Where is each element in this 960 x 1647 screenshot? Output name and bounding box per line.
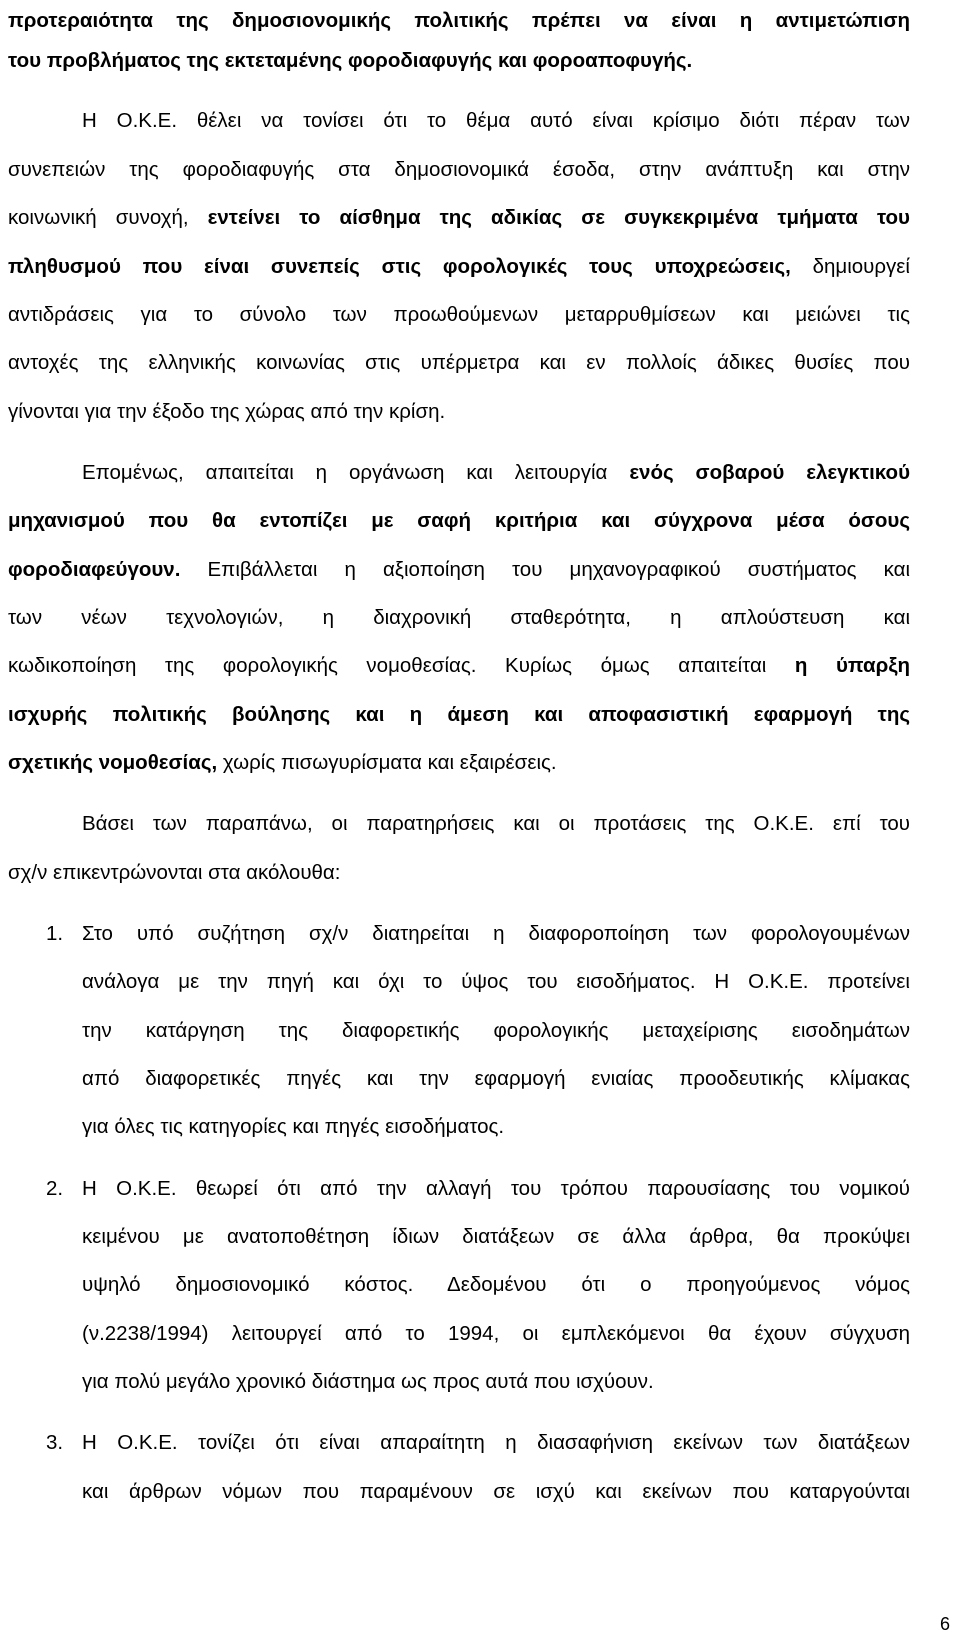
text: για όλες τις κατηγορίες και πηγές εισοδήματος. — [82, 1115, 505, 1138]
text: κωδικοποίηση της φορολογικής νομοθεσίας. Κυρίως όμως απαιτείται — [8, 654, 767, 677]
text: Στο υπό συζήτηση σχ/ν διατηρείται η διαφοροποίηση των φορολογουμένων — [82, 922, 910, 945]
paragraph-line — [8, 653, 910, 679]
text: αντοχές της ελληνικής κοινωνίας στις υπέρμετρα και εν πολλοίς άδικες θυσίες που — [8, 351, 910, 374]
bold-text: μηχανισμού που θα εντοπίζει με σαφή κριτήρια και σύγχρονα μέσα όσους — [8, 509, 910, 532]
paragraph-line — [8, 750, 910, 776]
list-item-line — [82, 1018, 910, 1044]
list-item-line — [82, 969, 910, 995]
page-number: 6 — [939, 1614, 950, 1634]
paragraph-line — [8, 205, 910, 231]
bold-text: ισχυρής πολιτικής βούλησης και η άμεση και αποφασιστική εφαρμογή της — [8, 703, 910, 726]
list-item-line — [82, 1272, 910, 1298]
paragraph-line — [8, 302, 910, 328]
bold-text: εντείνει το αίσθημα της αδικίας σε συγκεκριμένα τμήματα του — [207, 206, 910, 229]
paragraph-line — [8, 508, 910, 534]
paragraph-line — [8, 702, 910, 728]
text: Η Ο.Κ.Ε. θέλει να τονίσει ότι το θέμα αυτό είναι κρίσιμο διότι πέραν των — [82, 109, 910, 132]
list-item-number — [46, 1430, 76, 1456]
text: συνεπειών της φοροδιαφυγής στα δημοσιονομικά έσοδα, στην ανάπτυξη και στην — [8, 158, 910, 181]
list-item-number — [46, 921, 76, 947]
text: Βάσει των παραπάνω, οι παρατηρήσεις και οι προτάσεις της Ο.Κ.Ε. επί του — [82, 812, 910, 835]
bold-text: προτεραιότητα της δημοσιονομικής πολιτικής πρέπει να είναι η αντιμετώπιση — [8, 9, 910, 32]
paragraph-line — [8, 860, 910, 886]
intro-line — [8, 8, 910, 34]
bold-text: φοροδιαφεύγουν. — [8, 558, 181, 581]
list-item-line — [82, 1430, 910, 1456]
bold-text: ενός σοβαρού ελεγκτικού — [629, 461, 910, 484]
text: των νέων τεχνολογιών, η διαχρονική σταθερότητα, η απλούστευση και — [8, 606, 910, 629]
bold-text: σχετικής νομοθεσίας, — [8, 751, 218, 774]
paragraph-line — [8, 254, 910, 280]
text: χωρίς πισωγυρίσματα και εξαιρέσεις. — [222, 751, 557, 774]
text: Η Ο.Κ.Ε. θεωρεί ότι από την αλλαγή του τρόπου παρουσίασης του νομικού — [82, 1177, 910, 1200]
list-item-line — [82, 1176, 910, 1202]
list-item-number — [46, 1176, 76, 1202]
paragraph-line — [82, 108, 910, 134]
paragraph-line — [82, 811, 910, 837]
text: σχ/ν επικεντρώνονται στα ακόλουθα: — [8, 861, 341, 884]
text: ανάλογα με την πηγή και όχι το ύψος του εισοδήματος. Η Ο.Κ.Ε. προτείνει — [82, 970, 910, 993]
text: δημιουργεί — [812, 255, 910, 278]
list-item-line — [82, 1114, 910, 1140]
text: την κατάργηση της διαφορετικής φορολογικής μεταχείρισης εισοδημάτων — [82, 1019, 910, 1042]
intro-line — [8, 48, 910, 74]
text: υψηλό δημοσιονομικό κόστος. Δεδομένου ότι ο προηγούμενος νόμος — [82, 1273, 910, 1296]
text: και άρθρων νόμων που παραμένουν σε ισχύ και εκείνων που καταργούνται — [82, 1480, 910, 1503]
text: Επομένως, απαιτείται η οργάνωση και λειτουργία — [82, 461, 608, 484]
paragraph-line — [8, 157, 910, 183]
text: κειμένου με ανατοποθέτηση ίδιων διατάξεων σε άλλα άρθρα, θα προκύψει — [82, 1225, 910, 1248]
bold-text: πληθυσμού που είναι συνεπείς στις φορολογικές τους υποχρεώσεις, — [8, 255, 791, 278]
bold-text: η ύπαρξη — [794, 654, 910, 677]
bold-text: του προβλήματος της εκτεταμένης φοροδιαφυγής και φοροαποφυγής. — [8, 49, 693, 72]
list-item-line — [82, 1369, 910, 1395]
text: 2. — [46, 1177, 64, 1200]
text: για πολύ μεγάλο χρονικό διάστημα ως προς αυτά που ισχύουν. — [82, 1370, 654, 1393]
text: από διαφορετικές πηγές και την εφαρμογή ενιαίας προοδευτικής κλίμακας — [82, 1067, 910, 1090]
text: (ν.2238/1994) λειτουργεί από το 1994, οι εμπλεκόμενοι θα έχουν σύγχυση — [82, 1322, 910, 1345]
paragraph-line — [82, 460, 910, 486]
text: γίνονται για την έξοδο της χώρας από την κρίση. — [8, 400, 446, 423]
text: Η Ο.Κ.Ε. τονίζει ότι είναι απαραίτητη η διασαφήνιση εκείνων των διατάξεων — [82, 1431, 910, 1454]
paragraph-line — [8, 350, 910, 376]
paragraph-line — [8, 557, 910, 583]
text: Επιβάλλεται η αξιοποίηση του μηχανογραφικού συστήματος και — [207, 558, 910, 581]
text: αντιδράσεις για το σύνολο των προωθούμενων μεταρρυθμίσεων και μειώνει τις — [8, 303, 910, 326]
list-item-line — [82, 1224, 910, 1250]
paragraph-line — [8, 399, 910, 425]
text: 3. — [46, 1431, 64, 1454]
list-item-line — [82, 921, 910, 947]
text: 1. — [46, 922, 64, 945]
paragraph-line — [8, 605, 910, 631]
list-item-line — [82, 1066, 910, 1092]
list-item-line — [82, 1479, 910, 1505]
text: κοινωνική συνοχή, — [8, 206, 189, 229]
list-item-line — [82, 1321, 910, 1347]
